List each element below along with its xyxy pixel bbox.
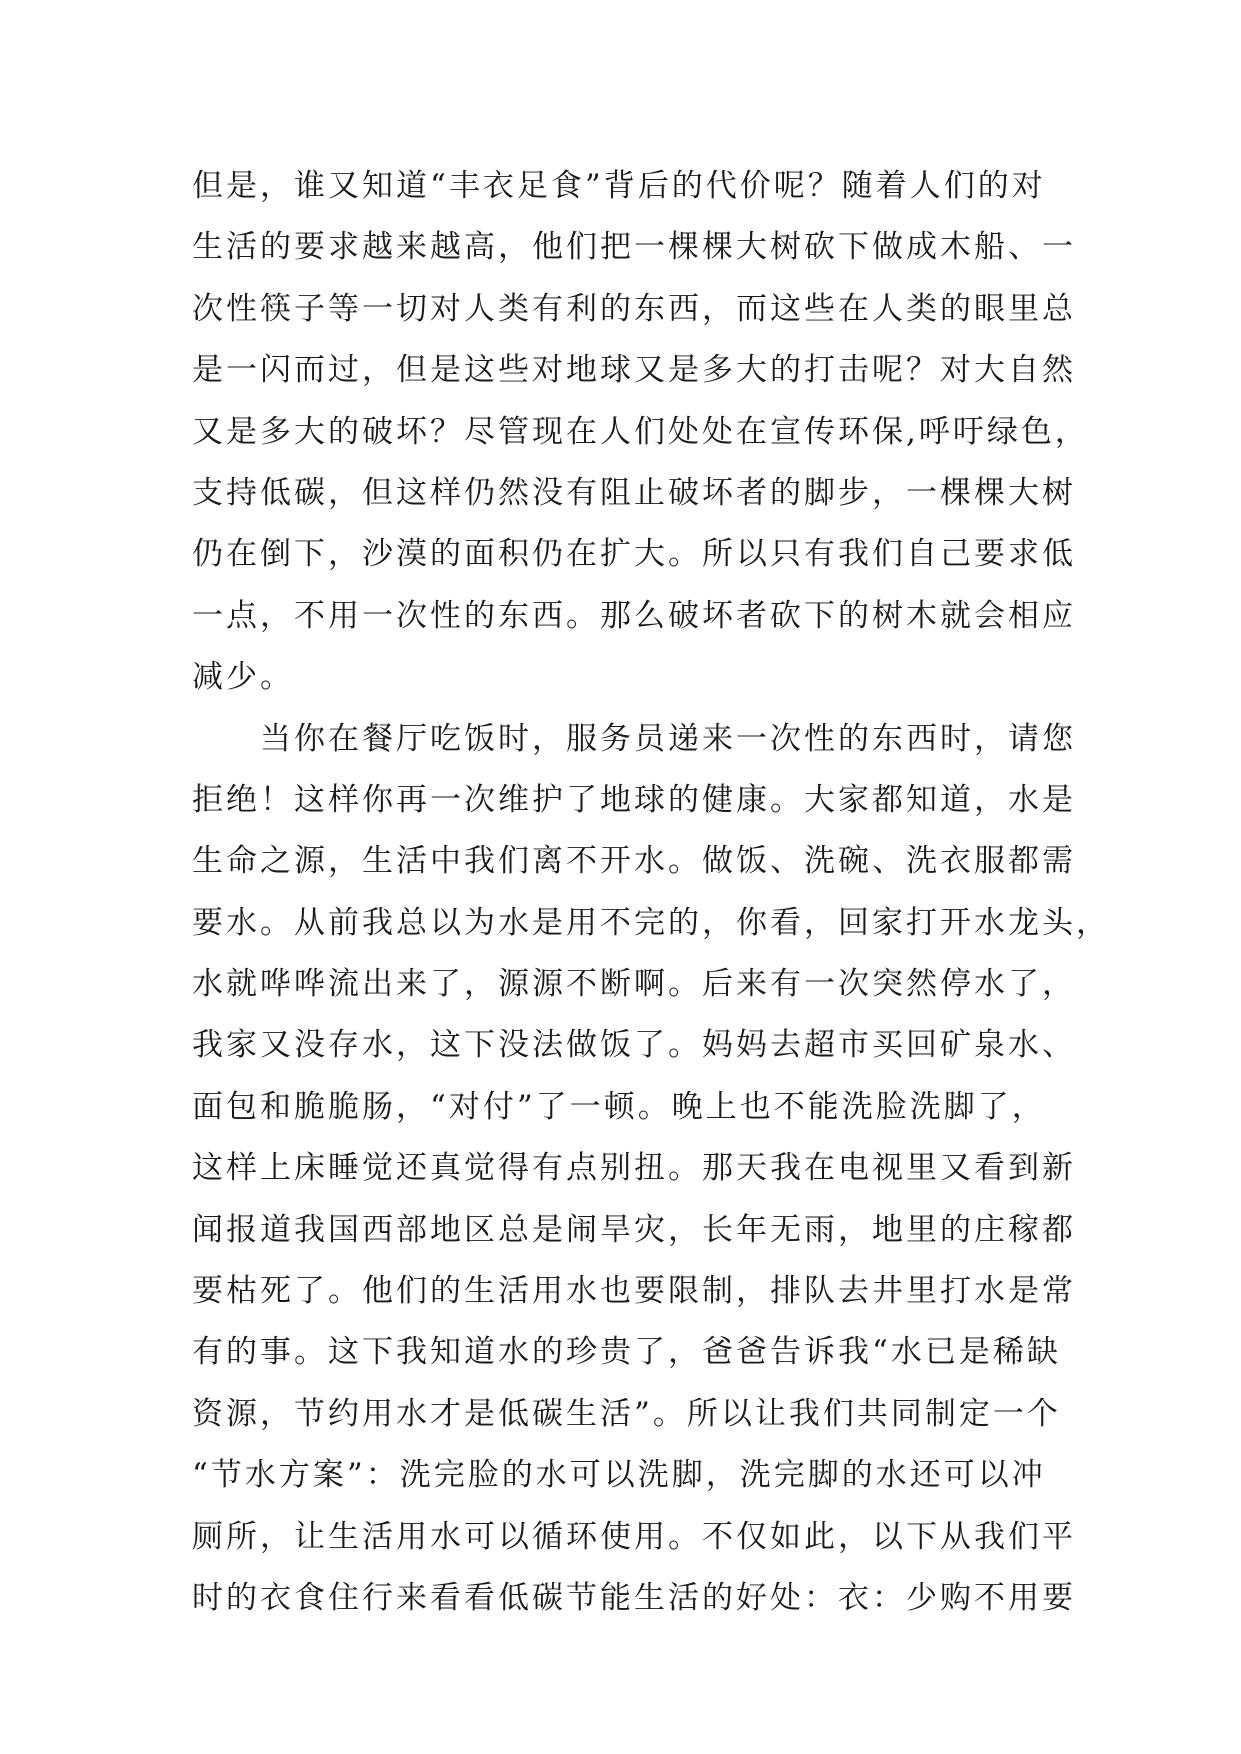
body-text	[192, 156, 1110, 1629]
text-line: 时的衣食住行来看看低碳节能生活的好处：衣：少购不用要	[192, 1579, 1076, 1616]
text-line: 有的事。这下我知道水的珍贵了，爸爸告诉我“水已是稀缺	[192, 1334, 1061, 1371]
text-line: 减少。	[192, 659, 294, 696]
text-line: 闻报道我国西部地区总是闹旱灾，长年无雨，地里的庄稼都	[192, 1211, 1076, 1248]
text-line: 但是，谁又知道“丰衣足食”背后的代价呢？随着人们的对	[192, 168, 1046, 204]
text-line: 要枯死了。他们的生活用水也要限制，排队去井里打水是常	[192, 1273, 1076, 1310]
text-line: 次性筷子等一切对人类有利的东西，而这些在人类的眼里总	[192, 290, 1076, 327]
text-line: 仍在倒下，沙漠的面积仍在扩大。所以只有我们自己要求低	[192, 536, 1076, 573]
text-line: 生命之源，生活中我们离不开水。做饭、洗碗、洗衣服都需	[192, 843, 1076, 880]
text-line: 又是多大的破坏？尽管现在人们处处在宣传环保,呼吁绿色，	[192, 413, 1089, 450]
text-line: 当你在餐厅吃饭时，服务员递来一次性的东西时，请您	[260, 720, 1076, 757]
text-line: 拒绝！这样你再一次维护了地球的健康。大家都知道，水是	[192, 781, 1076, 818]
text-line: 厕所，让生活用水可以循环使用。不仅如此，以下从我们平	[192, 1518, 1076, 1555]
text-line: 资源，节约用水才是低碳生活”。所以让我们共同制定一个	[192, 1395, 1061, 1432]
text-line: 要水。从前我总以为水是用不完的，你看，回家打开水龙头，	[192, 904, 1110, 941]
text-line: 面包和脆脆肠，“对付”了一顿。晚上也不能洗脸洗脚了，	[192, 1088, 1046, 1125]
text-line: 这样上床睡觉还真觉得有点别扭。那天我在电视里又看到新	[192, 1150, 1076, 1187]
text-line: 水就哗哗流出来了，源源不断啊。后来有一次突然停水了，	[192, 966, 1076, 1003]
text-line: 我家又没存水，这下没法做饭了。妈妈去超市买回矿泉水、	[192, 1027, 1076, 1064]
text-line: 生活的要求越来越高，他们把一棵棵大树砍下做成木船、一	[192, 229, 1076, 266]
text-line: 支持低碳，但这样仍然没有阻止破坏者的脚步，一棵棵大树	[192, 474, 1076, 511]
paragraph-1	[192, 156, 1089, 709]
text-line: 一点，不用一次性的东西。那么破坏者砍下的树木就会相应	[192, 597, 1076, 634]
paragraph-2	[192, 709, 1110, 1630]
text-line: 是一闪而过，但是这些对地球又是多大的打击呢？对大自然	[192, 352, 1076, 389]
text-line: “节水方案”：洗完脸的水可以洗脚，洗完脚的水还可以冲	[192, 1457, 1046, 1494]
